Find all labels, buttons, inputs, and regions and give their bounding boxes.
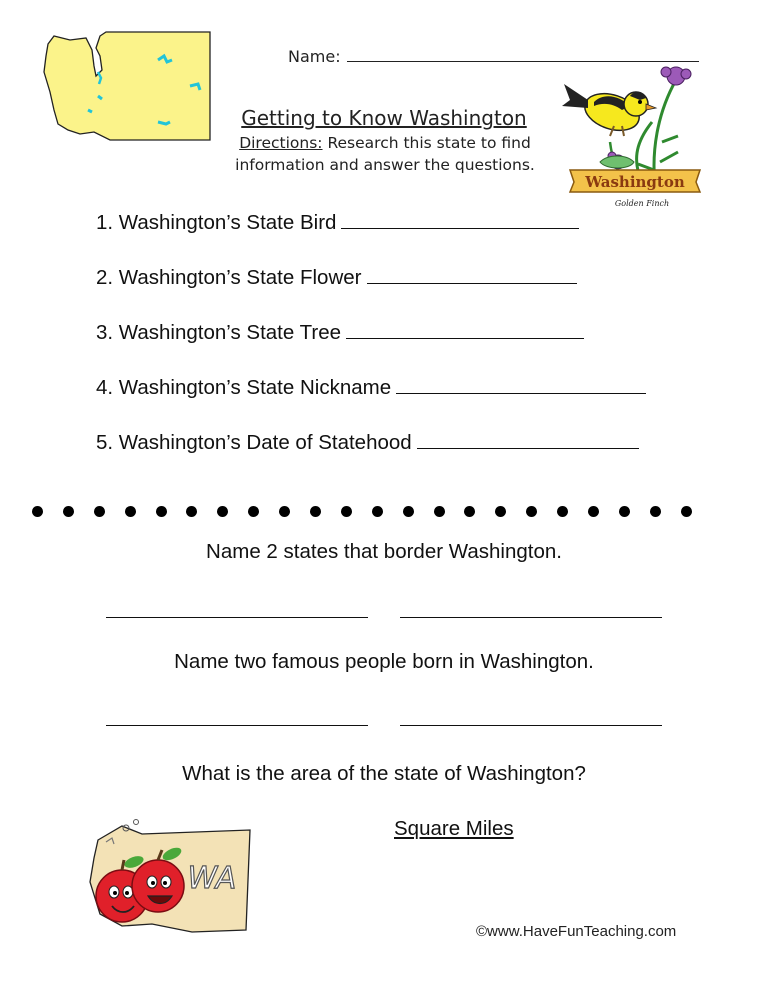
- area-answer[interactable]: [246, 817, 514, 841]
- washington-map-icon: [40, 26, 220, 146]
- directions-label: Directions:: [239, 134, 323, 152]
- directions: [205, 132, 565, 176]
- wa-apples-icon: [82, 812, 254, 942]
- famous-person-answer-1[interactable]: [106, 725, 368, 726]
- question-statehood: [96, 430, 639, 455]
- question-text: 3. Washington’s State Tree: [96, 321, 341, 344]
- copyright-footer: ©www.HaveFunTeaching.com: [476, 923, 677, 940]
- directions-text-1: Research this state to find: [322, 134, 531, 152]
- question-bird: [96, 210, 579, 235]
- question-text: 1. Washington’s State Bird: [96, 211, 337, 234]
- border-state-answer-1[interactable]: [106, 617, 368, 618]
- area-prompt: What is the area of the state of Washington?: [182, 762, 586, 785]
- famous-person-answer-2[interactable]: [400, 725, 662, 726]
- question-nickname: [96, 375, 646, 400]
- question-text: 2. Washington’s State Flower: [96, 266, 362, 289]
- answer-blank[interactable]: [417, 430, 639, 449]
- name-blank[interactable]: [347, 47, 699, 62]
- bird-banner-caption: Golden Finch: [614, 199, 670, 208]
- question-text: 5. Washington’s Date of Statehood: [96, 431, 412, 454]
- wa-label: WA: [187, 861, 237, 896]
- question-tree: [96, 320, 584, 345]
- page-title: Getting to Know Washington: [241, 106, 527, 130]
- area-unit: Square Miles: [394, 817, 514, 840]
- answer-blank[interactable]: [346, 320, 584, 339]
- famous-people-prompt: Name two famous people born in Washington.: [174, 650, 594, 673]
- name-label: Name:: [288, 47, 341, 66]
- border-state-answer-2[interactable]: [400, 617, 662, 618]
- border-states-prompt: Name 2 states that border Washington.: [206, 540, 562, 563]
- answer-blank[interactable]: [396, 375, 646, 394]
- answer-blank[interactable]: [341, 210, 579, 229]
- bird-banner-state: Washington: [585, 173, 685, 191]
- question-flower: [96, 265, 577, 290]
- question-text: 4. Washington’s State Nickname: [96, 376, 392, 399]
- directions-text-2: information and answer the questions.: [235, 156, 535, 174]
- dotted-divider: [32, 500, 692, 522]
- goldfinch-icon: [560, 62, 710, 210]
- answer-blank[interactable]: [367, 265, 577, 284]
